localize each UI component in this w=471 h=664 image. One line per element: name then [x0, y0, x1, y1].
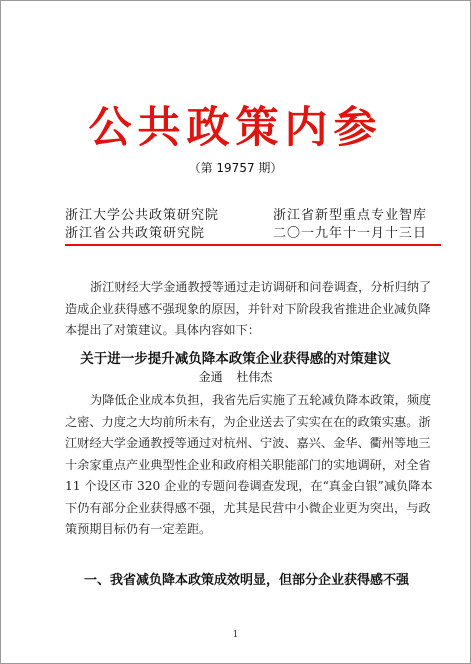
- page-number: 1: [232, 630, 239, 640]
- institution-right-1: 浙江省新型重点专业智库: [273, 208, 428, 223]
- institution-left-2: 浙江省公共政策研究院: [65, 226, 206, 241]
- issue-date: 二〇一九年十一月十三日: [273, 226, 428, 241]
- institution-left-1: 浙江大学公共政策研究院: [65, 208, 220, 223]
- intro-paragraph: 浙江财经大学金通教授等通过走访调研和问卷调查，分析归纳了造成企业获得感不强现象的原因，并针对下阶段我省推进企业减负降本提出了对策建议。具体内容如下：: [65, 280, 432, 337]
- article-title: 关于进一步提升减负降本政策企业获得感的对策建议: [80, 351, 391, 367]
- article-authors: 金通 杜伟杰: [198, 370, 273, 384]
- red-divider: [65, 244, 441, 246]
- issue-number: （第 19757 期）: [188, 161, 283, 175]
- section-heading-1: 一、我省减负降本政策成效明显，但部分企业获得感不强: [84, 573, 410, 588]
- bulletin-title: 公共政策内参: [88, 103, 383, 153]
- body-paragraph-1: 为降低企业成本负担，我省先后实施了五轮减负降本政策，频度之密、力度之大均前所未有，为企业送去了实实在在的政策实惠。浙江财经大学金通教授等通过对杭州、宁波、嘉兴、金华、衢州等地三十余家重点产业典型性企业和政府相关职能部门的实地调研，对全省 11 个设区市 320 企业的专题问卷调查发现，在“真金白银”减负降本下仍有部分企业获得感不强，尤其是民营中小微企业更为突出，与政策预期目标仍有一定差距。: [65, 393, 433, 536]
